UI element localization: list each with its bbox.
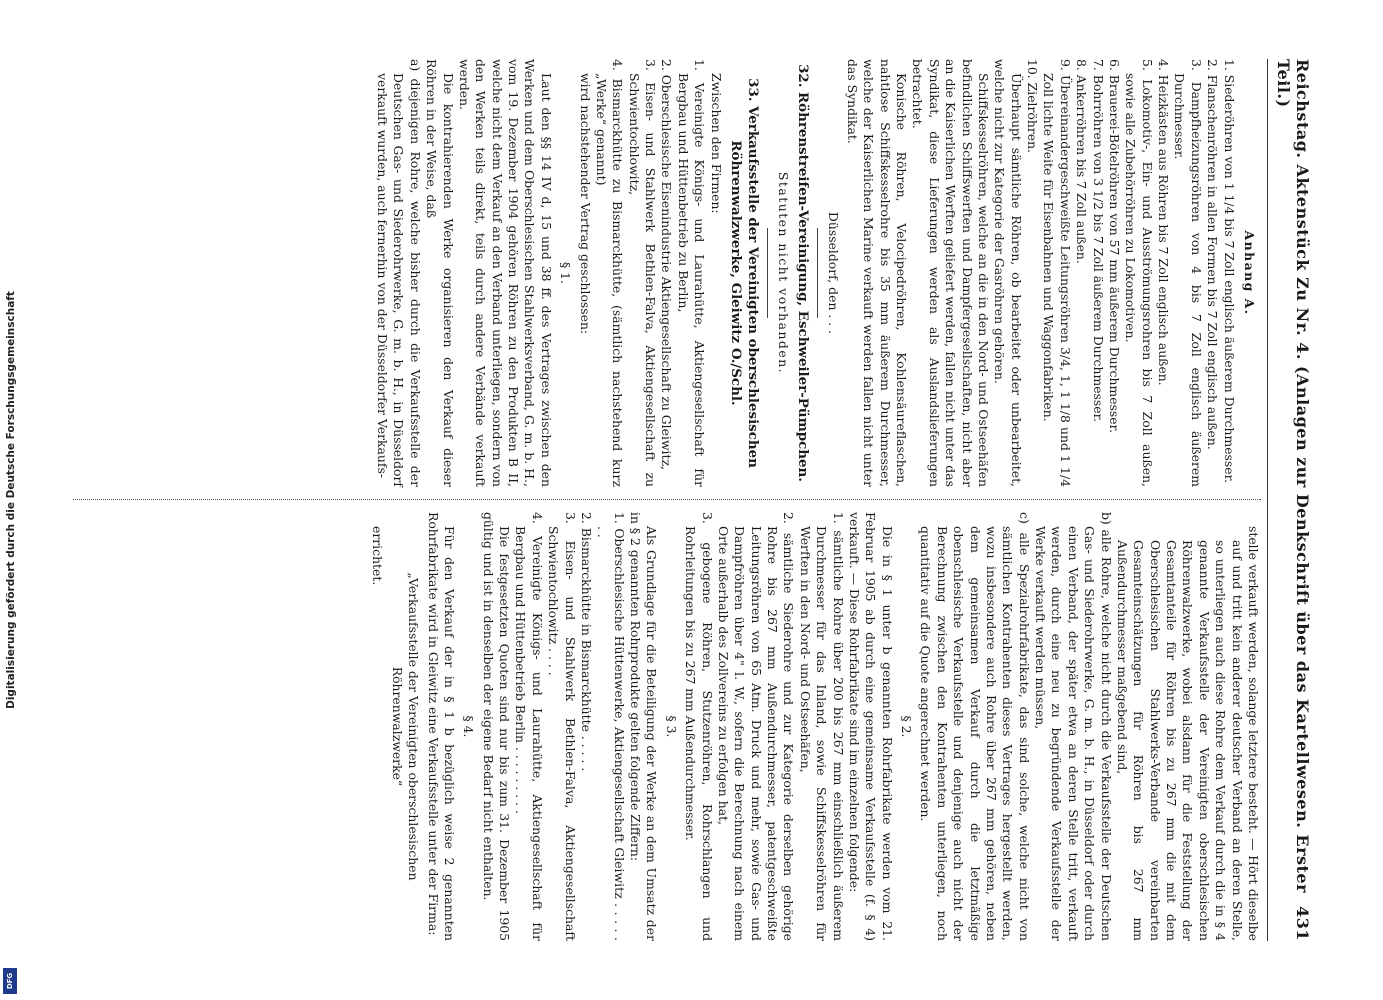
section-33-title: 33. Verkaufsstelle der Vereinigten oberschlesischen Röhrenwalzwerke, Gleiwitz O./Schl. <box>727 78 761 468</box>
paragraph: Die kontrahierenden Werke organisieren den Verkauf dieser Röhren in der Weise, daß <box>423 59 456 487</box>
place-date: Düsseldorf, den . . . <box>825 211 841 335</box>
firm-item: 4. Bismarckhütte zu Bismarckhütte, (sämtlich nachstehend kurz „Werke“ genannt) <box>593 59 625 487</box>
document-page <box>62 35 1322 965</box>
paragraph: wird nachstehender Vertrag geschlossen: <box>577 73 593 335</box>
firm-name: „Verkaufsstelle der Vereinigten oberschlesischen Röhrenwalzwerke“ <box>389 572 421 881</box>
credit-text: Digitalisierung gefördert durch die Deutsche Forschungsgemeinschaft <box>5 291 17 709</box>
paragraph: Die in § 1 unter b genannten Rohrfabrikate werden vom 21. Februar 1905 ab durch eine gemeinsame Verkaufsstelle (f. § 4) verkauft. — Diese Rohrfabrikate sind im einzelnen folgende: <box>846 512 895 941</box>
firm-item: 1. Vereinigte Königs- und Laurahütte, Aktiengesellschaft für Bergbau und Hüttenbetrieb zu Berlin, <box>675 59 707 487</box>
list-item: 2. sämtliche Siederohre und zur Kategorie derselben gehörige Rohre bis 267 mm Außendurchmesser, patentgeschweißte Leitungsröhren von 65 Atm. Druck und mehr, sowie Gas- und Dampfröhren über 4" l. W., sofern die Berechnung nach einem Orte außerhalb des Zollvereins zu erfolgen hat, <box>715 512 796 941</box>
section-32-text: Statuten nicht vorhanden. <box>775 171 791 375</box>
page-title: Reichstag. Aktenstück Zu Nr. 4. (Anlagen zur Denkschrift über das Kartellwesen. Erster Teil.) <box>1273 59 1312 894</box>
paragraph: Für den Verkauf der in § 1 b bezüglich weise 2 genannten Rohrfabrikate wird in Gleiwitz eine Verkaufsstelle unter der Firma: <box>425 512 457 941</box>
list-item: c) alle Spezialrohrfabrikate, das sind solche, welche nicht von sämtlichen Kontrahenten dieses Vertrages hergestellt werden, wozu insbesondere auch Rohre über 267 mm gehören, neben dem gemeinsamen Verkauf durch die letztmäßige obenschlesische Verkaufsstelle und denjenige auch nicht der Berechnung zwischen den Kontrahenten unterliegen, noch quantitativ auf die Quote angerechnet werden. <box>918 512 1032 941</box>
paragraph: Konische Röhren, Velocipedröhren, Kohlensäureflaschen, nahtlose Schiffskesselrohre bis 35 mm äußerem Durchmesser, welche der Kaiserlichen Marine verkauft werden fallen nicht unter das Syndikat. <box>844 59 909 487</box>
dfg-logo-text: DFG <box>6 972 14 990</box>
list-item: 3. gebogene Röhren, Stutzenröhren, Rohrschlangen und Rohrleitungen bis zu 267 mm Außendurchmesser. <box>682 512 715 941</box>
page-header <box>1267 59 1312 941</box>
dfg-logo-icon <box>3 968 17 994</box>
paragraph: errichtet. <box>370 526 385 586</box>
section-divider <box>767 228 768 318</box>
page-number: 431 <box>1292 906 1312 941</box>
paragraph: Laut den §§ 14 IV d, 15 und 38 ff. des Vertrages zwischen den Werken und dem Oberschlesischen Stahlwerksverband, G. m. b. H., vom 19. Dezember 1904 gehören Röhren zu den Produkten B II, welche nicht dem Verkauf an den Verband unterliegen, sondern von den Werken teils direkt, teils durch andere Verbände verkauft werden. <box>456 59 554 487</box>
list-item: 9. Übereinandergeschweißte Leitungsröhren 3/4, 1, 1 1/8 und 1 1/4 Zoll lichte Weite für Eisenbahnen und Waggonfabriken. <box>1041 59 1073 487</box>
text-columns <box>73 59 1261 941</box>
list-item: a) diejenigen Rohre, welche bisher durch die Verkaufsstelle der Deutschen Gas- und Siederohrwerke, G. m. b. H., in Düsseldorf verkauft wurden, auch fernerhin von der Düsseldorfer Verkaufs- <box>374 59 423 487</box>
section-mark: § 3. <box>663 715 679 738</box>
paragraph: Als Grundlage für die Beteiligung der Werke an dem Umsatz der in § 2 genannten Rohrprodukte gelten folgende Ziffern: <box>627 512 659 941</box>
firm-item: 3. Eisen- und Stahlwerk Bethlen-Falva, Aktiengesellschaft zu Schwientochlowitz, <box>626 59 658 487</box>
list-item: 1. Oberschlesische Hüttenwerke, Aktiengesellschaft Gleiwitz . . . . . . . <box>594 512 627 941</box>
list-item: 5. Lokomotiv-, Ein- und Ausströmungsrohren bis 7 Zoll außen, sowie alle Zubehörröhren zu Lokomotiven. <box>1122 59 1155 487</box>
list-item: 8. Ankerröhren bis 7 Zoll außen. <box>1073 59 1089 264</box>
section-divider <box>817 228 818 318</box>
section-mark: § 2. <box>898 715 914 738</box>
list-item: 1. Siederöhren von 1 1/4 bis 7 Zoll englisch äußerem Durchmesser. <box>1221 59 1237 484</box>
right-column <box>73 500 1261 941</box>
list-item: stelle verkauft werden, solange letztere besteht. — Hört dieselbe auf und tritt kein anderer deutscher Verband an deren Stelle, so unterliegen auch diese Rohre dem Verkauf durch die in § 4 genannte Verkaufsstelle der Vereinigten oberschlesischen Röhrenwalzwerke, wobei alsdann für die Feststellung der Gesamtanteile für Röhren bis zu 267 mm die mit dem Oberschlesischen Stahlwerks-Verbande vereinbarten Gesamteinschätzungen für Röhren bis 267 mm Außendurchmesser maßgebend sind, <box>1114 526 1261 941</box>
firm-item: 2. Oberschlesische Eisenindustrie Aktiengesellschaft zu Gleiwitz, <box>658 59 674 470</box>
list-item: 6. Brauerei-Bötelröhren von 57 mm äußerem Durchmesser. <box>1106 59 1122 434</box>
list-item: 4. Heizkästen aus Röhren bis 7 Zoll englisch außen. <box>1155 59 1171 386</box>
paragraph: Überhaupt sämtliche Röhren, ob bearbeitet oder unbearbeitet, welche nicht zur Kategorie der Gasröhren gehören. <box>991 59 1024 487</box>
left-column <box>73 59 1261 500</box>
list-item: b) alle Rohre, welche nicht durch die Verkaufsstelle der Deutschen Gas- und Siederohrwerke, G. m. b. H., in Düsseldorf oder durch einen Verband, der später etwa an deren Stelle tritt, verkauft werden, durch eine neu zu begründende Verkaufsstelle der Werke verkauft werden müssen, <box>1032 512 1114 941</box>
list-item: 3. Eisen- und Stahlwerk Bethlen-Falva, Aktiengesellschaft Schwientochlowitz . . . . <box>545 512 578 941</box>
anhang-title: Anhang A. <box>1241 230 1257 316</box>
list-item: 1. sämtliche Rohre über 200 bis 267 mm einschließlich äußerem Durchmesser für das Inland, sowie Schiffskesselröhren für Werften in den Nord- und Ostseehäfen, <box>797 512 846 941</box>
paragraph: Zwischen den Firmen: <box>708 73 724 214</box>
list-item: 7. Bohrröhren von 3 1/2 bis 7 Zoll äußerem Durchmesser. <box>1090 59 1106 423</box>
section-32-title: 32. Röhrenstreifen-Vereinigung, Eschweiler-Pümpchen. <box>794 64 811 482</box>
section-mark: § 1. <box>557 262 573 284</box>
section-mark: § 4. <box>460 715 476 738</box>
paragraph: Schiffskesselröhren, welche an die in den Nord- und Ostseehäfen befindlichen Schiffswerften und Dampfergesellschaften, nicht aber an die Kaiserlichen Werften geliefert werden, fallen nicht unter das Syndikat, diese Lieferungen werden als Auslandslieferungen betrachtet. <box>910 59 991 487</box>
list-item: 3. Dampfheizungsröhren von 4 bis 7 Zoll englisch äußerem Durchmesser. <box>1172 59 1204 487</box>
paragraph: Die festgesetzten Quoten sind nur bis zum 31. Dezember 1905 gültig und ist in denselben der eigene Bedarf nicht enthalten. <box>480 512 512 941</box>
list-item: 2. Bismarckhütte in Bismarckhütte . . . . . <box>578 512 594 772</box>
list-item: 2. Flanschenröhren in allen Formen bis 7 Zoll englisch außen. <box>1204 59 1220 450</box>
list-item: 10. Zielröhren. <box>1024 59 1040 154</box>
digitization-credit <box>2 0 20 1000</box>
list-item: 4. Vereinigte Königs- und Laurahütte, Aktiengesellschaft für Bergbau und Hüttenbetrieb Berlin . . . . . . . . . <box>513 512 545 941</box>
